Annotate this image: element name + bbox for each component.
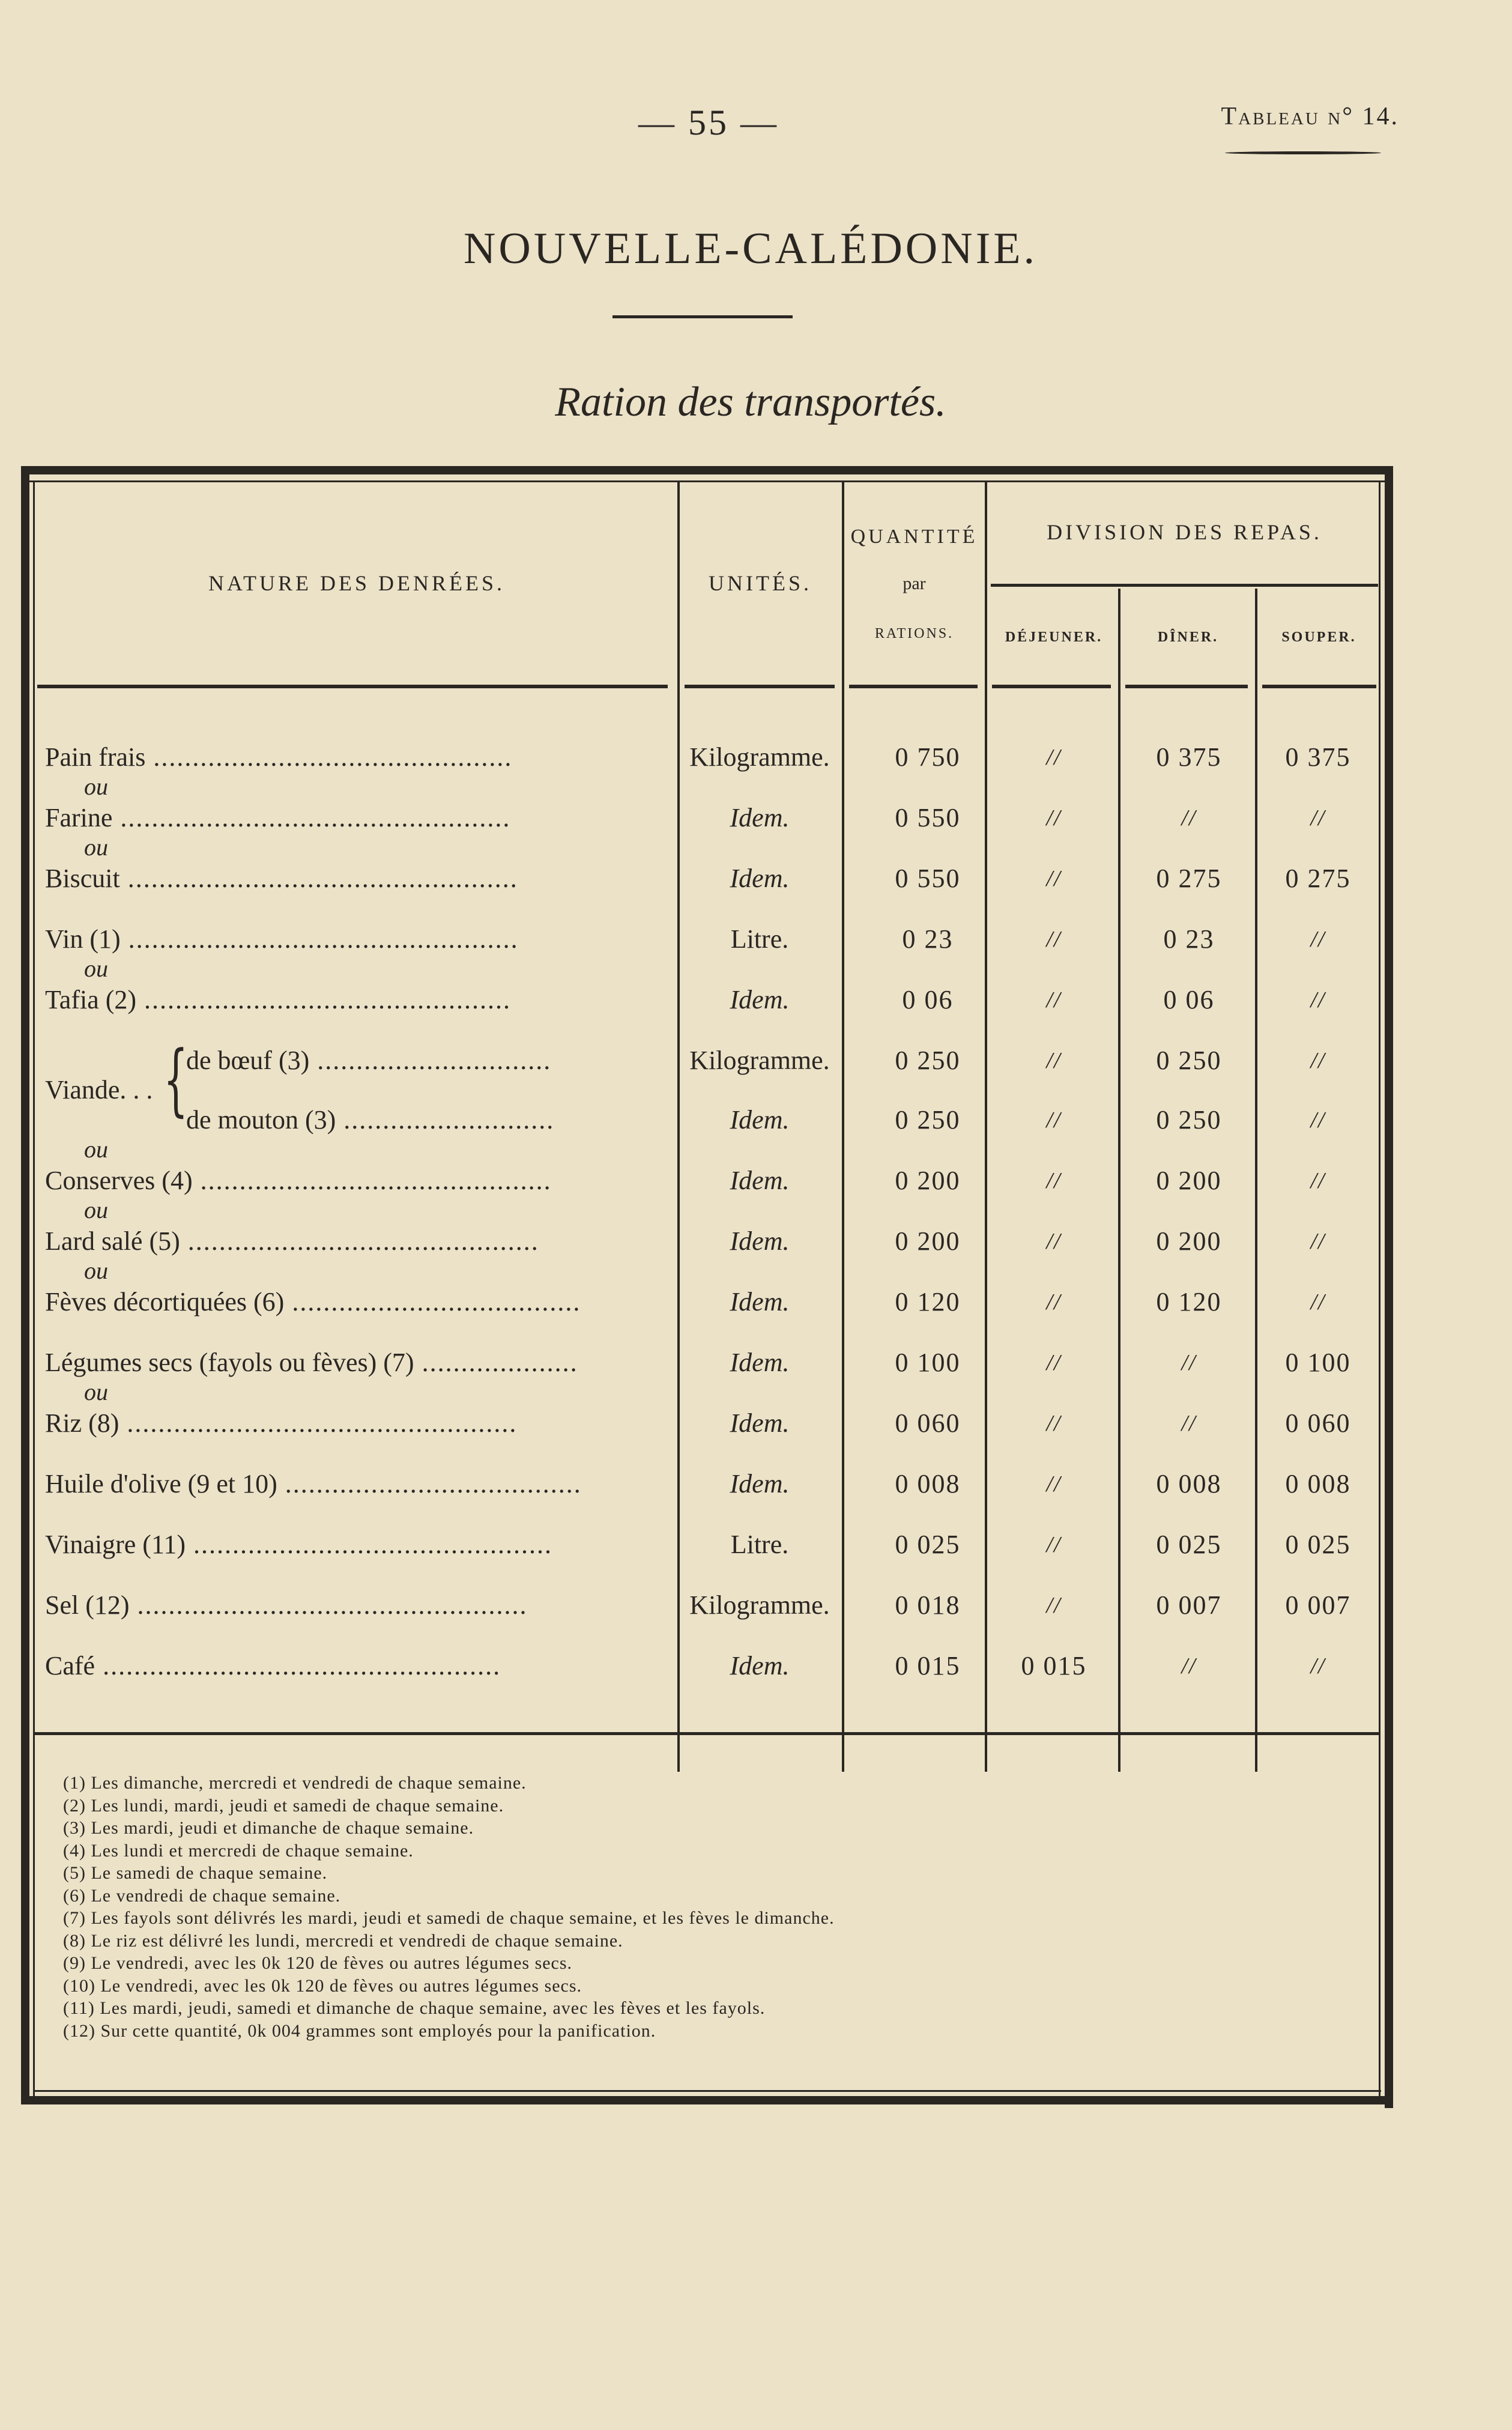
row-dejeuner: // bbox=[1046, 1168, 1062, 1193]
row-souper: // bbox=[1310, 1653, 1326, 1679]
header-rule-diner bbox=[1125, 685, 1248, 688]
header-diner: DÎNER. bbox=[1157, 629, 1219, 645]
row-dejeuner: // bbox=[1046, 1593, 1062, 1618]
page-subtitle: Ration des transportés. bbox=[555, 379, 946, 425]
row-souper: 0 100 bbox=[1285, 1348, 1351, 1377]
row-dejeuner: // bbox=[1046, 1229, 1062, 1254]
row-souper: 0 060 bbox=[1285, 1408, 1351, 1438]
header-nature: NATURE DES DENRÉES. bbox=[208, 571, 505, 595]
table-row-sel: Sel (12) .................................................. Kilogramme. 0 018 // 0 007 0 007 bbox=[0, 1584, 1512, 1626]
ou-connector: ou bbox=[84, 955, 108, 982]
row-souper: // bbox=[1310, 927, 1326, 952]
row-quantity: 0 060 bbox=[895, 1408, 961, 1438]
tableau-underline bbox=[1225, 151, 1381, 154]
row-label: Fèves décortiquées (6) bbox=[45, 1287, 285, 1317]
row-label: de bœuf (3) bbox=[186, 1046, 310, 1075]
row-label: Légumes secs (fayols ou fèves) (7) bbox=[45, 1348, 414, 1377]
row-dejeuner: // bbox=[1046, 1107, 1062, 1133]
table-row-riz: Riz (8) .................................................. Idem. 0 060 // // 0 060 bbox=[0, 1402, 1512, 1444]
ou-connector: ou bbox=[84, 1196, 108, 1223]
row-quantity: 0 250 bbox=[895, 1105, 961, 1135]
tableau-number: Tableau n° 14. bbox=[1221, 103, 1399, 130]
row-unit: Idem. bbox=[730, 1469, 790, 1498]
table-row-farine: Farine .................................................. Idem. 0 550 // // // bbox=[0, 797, 1512, 839]
row-diner: // bbox=[1181, 805, 1197, 831]
row-quantity: 0 23 bbox=[902, 924, 954, 954]
footnote: (6) Le vendredi de chaque semaine. bbox=[63, 1885, 341, 1906]
row-diner: // bbox=[1181, 1411, 1197, 1436]
viande-brace-icon: { bbox=[163, 1034, 189, 1125]
row-label: Farine bbox=[45, 803, 113, 832]
row-unit: Kilogramme. bbox=[689, 1046, 830, 1075]
row-diner: 0 375 bbox=[1156, 742, 1222, 772]
row-diner: 0 007 bbox=[1156, 1590, 1222, 1620]
table-row-conserves: Conserves (4) ............................................. Idem. 0 200 // 0 200 // bbox=[0, 1160, 1512, 1202]
row-quantity: 0 200 bbox=[895, 1166, 961, 1195]
row-dejeuner: // bbox=[1046, 1471, 1062, 1497]
row-souper: // bbox=[1310, 1107, 1326, 1133]
row-quantity: 0 008 bbox=[895, 1469, 961, 1498]
header-rule-souper bbox=[1262, 685, 1376, 688]
header-rule-nature bbox=[37, 685, 668, 688]
page-title: NOUVELLE-CALÉDONIE. bbox=[463, 224, 1038, 273]
table-row-vin: Vin (1) .................................................. Litre. 0 23 // 0 23 // bbox=[0, 918, 1512, 960]
table-row-vinaigre: Vinaigre (11) .............................................. Litre. 0 025 // 0 025 0 025 bbox=[0, 1524, 1512, 1566]
table-frame-bottom-inner bbox=[33, 2090, 1381, 2092]
row-dejeuner: // bbox=[1046, 1289, 1062, 1315]
header-rule-quantite bbox=[849, 685, 978, 688]
footnote: (10) Le vendredi, avec les 0k 120 de fèves ou autres légumes secs. bbox=[63, 1975, 582, 1996]
header-dejeuner: DÉJEUNER. bbox=[1005, 629, 1103, 645]
row-diner: 0 008 bbox=[1156, 1469, 1222, 1498]
table-row-cafe: Café ................................................... Idem. 0 015 0 015 // // bbox=[0, 1645, 1512, 1687]
header-quantite: QUANTITÉ bbox=[850, 526, 978, 548]
table-bottom-rule bbox=[35, 1732, 1380, 1735]
row-souper: // bbox=[1310, 1048, 1326, 1073]
row-unit: Idem. bbox=[730, 864, 790, 893]
row-diner: 0 025 bbox=[1156, 1530, 1222, 1559]
row-unit: Idem. bbox=[730, 1226, 790, 1256]
row-diner: 0 200 bbox=[1156, 1166, 1222, 1195]
row-diner: 0 250 bbox=[1156, 1105, 1222, 1135]
row-quantity: 0 550 bbox=[895, 803, 961, 832]
row-souper: 0 375 bbox=[1285, 742, 1351, 772]
row-souper: 0 007 bbox=[1285, 1590, 1351, 1620]
row-quantity: 0 200 bbox=[895, 1226, 961, 1256]
row-label: Tafia (2) bbox=[45, 985, 137, 1014]
row-dejeuner: // bbox=[1046, 745, 1062, 770]
row-label: Sel (12) bbox=[45, 1590, 130, 1620]
row-diner: 0 23 bbox=[1163, 924, 1215, 954]
row-unit: Kilogramme. bbox=[689, 742, 830, 772]
row-quantity: 0 120 bbox=[895, 1287, 961, 1317]
row-dejeuner: // bbox=[1046, 927, 1062, 952]
row-diner: 0 120 bbox=[1156, 1287, 1222, 1317]
row-label: Riz (8) bbox=[45, 1408, 119, 1438]
footnote: (9) Le vendredi, avec les 0k 120 de fèves ou autres légumes secs. bbox=[63, 1953, 573, 1973]
footnotes bbox=[63, 1772, 1204, 2042]
header-souper: SOUPER. bbox=[1281, 629, 1356, 645]
ou-connector: ou bbox=[84, 773, 108, 800]
page-number: — 55 — bbox=[638, 103, 779, 142]
ou-connector: ou bbox=[84, 1378, 108, 1405]
row-quantity: 0 018 bbox=[895, 1590, 961, 1620]
footnote: (8) Le riz est délivré les lundi, mercredi et vendredi de chaque semaine. bbox=[63, 1930, 623, 1951]
row-label: Biscuit bbox=[45, 864, 120, 893]
row-souper: // bbox=[1310, 1168, 1326, 1193]
header-unites: UNITÉS. bbox=[709, 571, 812, 595]
header-division: DIVISION DES REPAS. bbox=[1047, 520, 1322, 544]
header-rule-dejeuner bbox=[992, 685, 1111, 688]
footnote: (1) Les dimanche, mercredi et vendredi de chaque semaine. bbox=[63, 1773, 527, 1793]
row-dejeuner: // bbox=[1046, 1350, 1062, 1375]
row-unit: Idem. bbox=[730, 1105, 790, 1135]
row-quantity: 0 750 bbox=[895, 742, 961, 772]
row-unit: Idem. bbox=[730, 1348, 790, 1377]
row-souper: 0 275 bbox=[1285, 864, 1351, 893]
header-quantite-rations: RATIONS. bbox=[874, 626, 954, 641]
table-row-pain: Pain frais .............................................. Kilogramme. 0 750 // 0 375 0 375 bbox=[0, 736, 1512, 778]
row-label: Conserves (4) bbox=[45, 1166, 193, 1195]
table-row-lard: Lard salé (5) ............................................. Idem. 0 200 // 0 200 // bbox=[0, 1220, 1512, 1262]
division-rule bbox=[991, 584, 1378, 587]
table-row-viande-boeuf: de bœuf (3) .............................. Kilogramme. 0 250 // 0 250 // bbox=[0, 1040, 1512, 1082]
row-unit: Litre. bbox=[730, 1530, 789, 1559]
row-diner: 0 275 bbox=[1156, 864, 1222, 893]
row-unit: Idem. bbox=[730, 1166, 790, 1195]
row-label: Pain frais bbox=[45, 742, 146, 772]
row-unit: Idem. bbox=[730, 1408, 790, 1438]
table-frame-top-inner bbox=[21, 480, 1393, 482]
row-souper: // bbox=[1310, 1289, 1326, 1315]
table-row-viande-mouton: de mouton (3) ........................... Idem. 0 250 // 0 250 // bbox=[0, 1099, 1512, 1141]
footnote: (5) Le samedi de chaque semaine. bbox=[63, 1863, 328, 1883]
row-label: Huile d'olive (9 et 10) bbox=[45, 1469, 277, 1498]
header-quantite-par: par bbox=[903, 574, 926, 593]
ou-connector: ou bbox=[84, 1257, 108, 1284]
title-rule bbox=[612, 315, 793, 318]
row-label: Vinaigre (11) bbox=[45, 1530, 186, 1559]
ou-connector: ou bbox=[84, 834, 108, 861]
footnote: (12) Sur cette quantité, 0k 004 grammes sont employés pour la panification. bbox=[63, 2020, 656, 2041]
row-quantity: 0 06 bbox=[902, 985, 954, 1014]
row-souper: // bbox=[1310, 987, 1326, 1013]
row-dejeuner: 0 015 bbox=[1021, 1651, 1087, 1680]
table-row-feves: Fèves décortiquées (6) ..................................... Idem. 0 120 // 0 120 // bbox=[0, 1281, 1512, 1323]
row-diner: // bbox=[1181, 1350, 1197, 1375]
row-label: de mouton (3) bbox=[186, 1105, 336, 1135]
table-row-tafia: Tafia (2) ............................................... Idem. 0 06 // 0 06 // bbox=[0, 979, 1512, 1021]
row-unit: Litre. bbox=[730, 924, 789, 954]
row-unit: Idem. bbox=[730, 985, 790, 1014]
header-rule-unites bbox=[685, 685, 835, 688]
row-dejeuner: // bbox=[1046, 1411, 1062, 1436]
row-label: Vin (1) bbox=[45, 924, 121, 954]
footnote: (11) Les mardi, jeudi, samedi et dimanche de chaque semaine, avec les fèves et les fayols. bbox=[63, 1998, 766, 2018]
row-quantity: 0 025 bbox=[895, 1530, 961, 1559]
row-unit: Idem. bbox=[730, 1287, 790, 1317]
row-dejeuner: // bbox=[1046, 866, 1062, 891]
row-quantity: 0 550 bbox=[895, 864, 961, 893]
row-diner: // bbox=[1181, 1653, 1197, 1679]
row-souper: // bbox=[1310, 805, 1326, 831]
row-quantity: 0 100 bbox=[895, 1348, 961, 1377]
ou-connector: ou bbox=[84, 1136, 108, 1163]
row-label: Lard salé (5) bbox=[45, 1226, 180, 1256]
row-quantity: 0 250 bbox=[895, 1046, 961, 1075]
row-label: Café bbox=[45, 1651, 95, 1680]
footnote: (7) Les fayols sont délivrés les mardi, jeudi et samedi de chaque semaine, et les fèves le dimanche. bbox=[63, 1908, 835, 1928]
row-diner: 0 06 bbox=[1163, 985, 1215, 1014]
table-frame-bottom bbox=[21, 2096, 1393, 2104]
row-diner: 0 200 bbox=[1156, 1226, 1222, 1256]
row-souper: // bbox=[1310, 1229, 1326, 1254]
footnote: (3) Les mardi, jeudi et dimanche de chaque semaine. bbox=[63, 1818, 474, 1838]
row-dejeuner: // bbox=[1046, 1048, 1062, 1073]
row-dejeuner: // bbox=[1046, 987, 1062, 1013]
table-frame-top bbox=[21, 466, 1393, 474]
row-unit: Kilogramme. bbox=[689, 1590, 830, 1620]
footnote: (2) Les lundi, mardi, jeudi et samedi de chaque semaine. bbox=[63, 1795, 504, 1816]
row-diner: 0 250 bbox=[1156, 1046, 1222, 1075]
table-row-biscuit: Biscuit .................................................. Idem. 0 550 // 0 275 0 275 bbox=[0, 858, 1512, 900]
table-row-huile: Huile d'olive (9 et 10) ...................................... Idem. 0 008 // 0 008 0 008 bbox=[0, 1463, 1512, 1505]
viande-label: Viande. . . bbox=[45, 1075, 153, 1104]
table-row-legumes: Légumes secs (fayols ou fèves) (7) .................... Idem. 0 100 // // 0 100 bbox=[0, 1342, 1512, 1384]
row-unit: Idem. bbox=[730, 1651, 790, 1680]
row-dejeuner: // bbox=[1046, 805, 1062, 831]
row-unit: Idem. bbox=[730, 803, 790, 832]
row-quantity: 0 015 bbox=[895, 1651, 961, 1680]
row-dejeuner: // bbox=[1046, 1532, 1062, 1557]
row-souper: 0 025 bbox=[1285, 1530, 1351, 1559]
row-souper: 0 008 bbox=[1285, 1469, 1351, 1498]
footnote: (4) Les lundi et mercredi de chaque semaine. bbox=[63, 1840, 414, 1861]
